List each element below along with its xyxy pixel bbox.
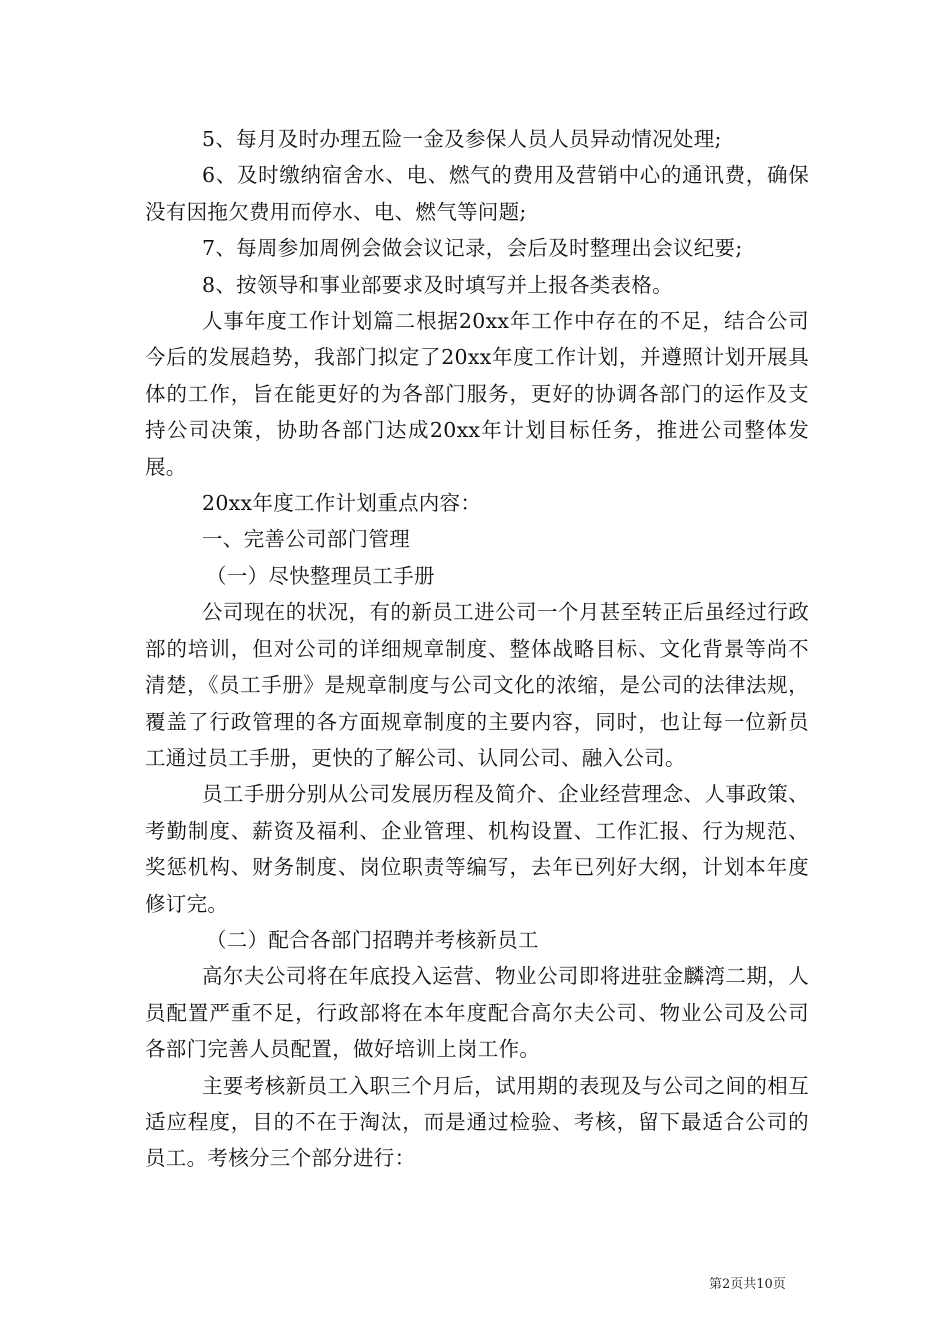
list-item-5: 5、每月及时办理五险一金及参保人员人员异动情况处理; [202, 127, 722, 151]
body-paragraph: 员工手册分别从公司发展历程及简介、企业经营理念、人事政策、考勤制度、薪资及福利、企业管理、机构设置、工作汇报、行为规范、奖惩机构、财务制度、岗位职责等编写，去年已列好大纲，计划本年度修订完。 [145, 782, 809, 916]
document-body [145, 121, 809, 1177]
list-item-7: 7、每周参加周例会做会议记录，会后及时整理出会议纪要; [202, 236, 743, 261]
page-number: 第2页共10页 [709, 1277, 786, 1292]
subsection-heading-1: （一）尽快整理员工手册 [206, 563, 435, 588]
intro-paragraph: 人事年度工作计划篇二根据20xx年工作中存在的不足，结合公司今后的发展趋势，我部门拟定了20xx年度工作计划，并遵照计划开展具体的工作，旨在能更好的为各部门服务，更好的协调各部门的运作及支持公司决策，协助各部门达成20xx年计划目标任务，推进公司整体发展。 [145, 309, 809, 479]
list-item-6: 6、及时缴纳宿舍水、电、燃气的费用及营销中心的通讯费，确保没有因拖欠费用而停水、电、燃气等问题; [145, 163, 809, 224]
key-points-heading: 20xx年度工作计划重点内容： [202, 491, 482, 516]
body-paragraph: 高尔夫公司将在年底投入运营、物业公司即将进驻金麟湾二期，人员配置严重不足，行政部将在本年度配合高尔夫公司、物业公司及公司各部门完善人员配置，做好培训上岗工作。 [145, 964, 809, 1062]
section-heading-1: 一、完善公司部门管理 [202, 527, 410, 552]
body-paragraph: 主要考核新员工入职三个月后，试用期的表现及与公司之间的相互适应程度，目的不在于淘汰，而是通过检验、考核，留下最适合公司的员工。考核分三个部分进行： [145, 1073, 809, 1171]
body-paragraph: 公司现在的状况，有的新员工进公司一个月甚至转正后虽经过行政部的培训，但对公司的详细规章制度、整体战略目标、文化背景等尚不清楚，《员工手册》是规章制度与公司文化的浓缩，是公司的法律法规，覆盖了行政管理的各方面规章制度的主要内容，同时，也让每一位新员工通过员工手册，更快的了解公司、认同公司、融入公司。 [145, 600, 809, 770]
list-item-8: 8、按领导和事业部要求及时填写并上报各类表格。 [202, 272, 673, 297]
subsection-heading-2: （二）配合各部门招聘并考核新员工 [206, 927, 539, 952]
